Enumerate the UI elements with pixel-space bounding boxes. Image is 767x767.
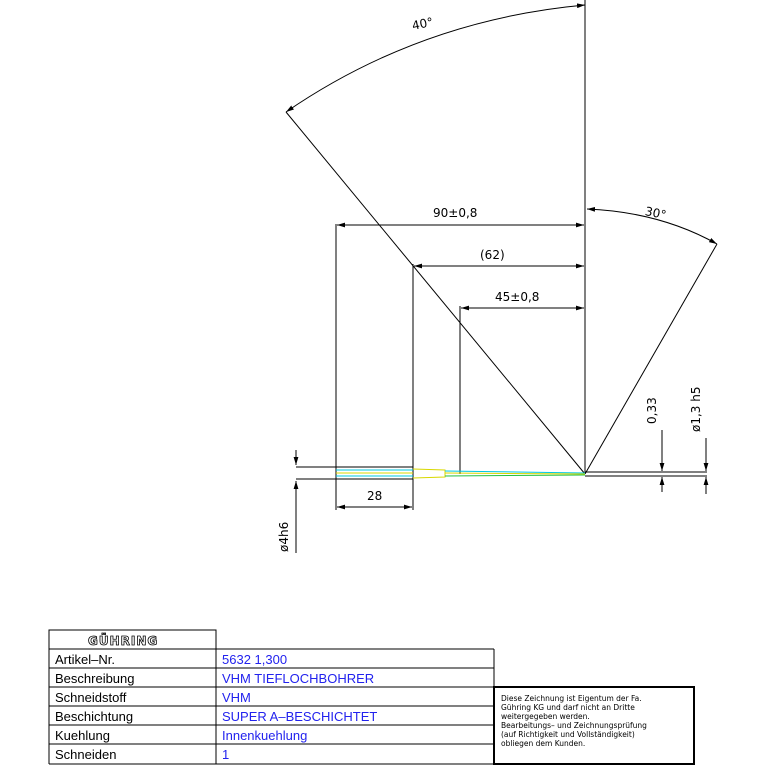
row-value-schneiden: 1 xyxy=(222,747,230,762)
notice-line: weitergegeben werden. xyxy=(501,712,590,721)
angle-30-group xyxy=(585,209,717,474)
angle-30-leg-line xyxy=(585,244,717,474)
dim-45-group xyxy=(460,306,584,474)
angle-40-label: 40° xyxy=(410,14,435,33)
dim-45-label: 45±0,8 xyxy=(495,290,540,304)
row-label-beschreibung: Beschreibung xyxy=(55,671,135,686)
row-label-beschichtung: Beschichtung xyxy=(55,709,134,724)
tool-body xyxy=(296,467,707,479)
notice-line: Diese Zeichnung ist Eigentum der Fa. xyxy=(501,694,642,703)
dim-28-label: 28 xyxy=(367,489,383,503)
row-value-schneidstoff: VHM xyxy=(222,690,251,705)
guehring-logo: GÜHRING xyxy=(88,634,159,648)
notice-line: Gühring KG und darf nicht an Dritte xyxy=(501,703,635,712)
transition-neck xyxy=(413,469,445,478)
row-label-kuehlung: Kuehlung xyxy=(55,728,110,743)
dim-d4-label: ø4h6 xyxy=(277,521,291,552)
ownership-notice xyxy=(497,691,692,763)
row-label-artikel: Artikel–Nr. xyxy=(55,652,115,667)
row-value-beschreibung: VHM TIEFLOCHBOHRER xyxy=(222,671,375,686)
angle-40-leg-line xyxy=(286,112,585,474)
notice-line: Bearbeitungs– und Zeichnungsprüfung xyxy=(501,721,647,730)
row-label-schneidstoff: Schneidstoff xyxy=(55,690,127,705)
angle-40-arc xyxy=(286,5,585,112)
dim-033-label: 0,33 xyxy=(645,397,659,424)
row-value-beschichtung: SUPER A–BESCHICHTET xyxy=(222,709,378,724)
row-value-kuehlung: Innenkuehlung xyxy=(222,728,308,743)
flute-line-bottom xyxy=(445,475,585,476)
angle-40-group xyxy=(286,0,585,474)
notice-line: obliegen dem Kunden. xyxy=(501,739,586,748)
angle-30-label: 30° xyxy=(643,204,668,223)
dim-90-label: 90±0,8 xyxy=(433,206,478,220)
row-value-artikel: 5632 1,300 xyxy=(222,652,288,667)
notice-line: (auf Richtigkeit und Vollständigkeit) xyxy=(501,730,635,739)
row-label-schneiden: Schneiden xyxy=(55,747,117,762)
dim-62-label: (62) xyxy=(480,248,505,262)
dim-d13-label: ø1,3 h5 xyxy=(689,386,703,432)
